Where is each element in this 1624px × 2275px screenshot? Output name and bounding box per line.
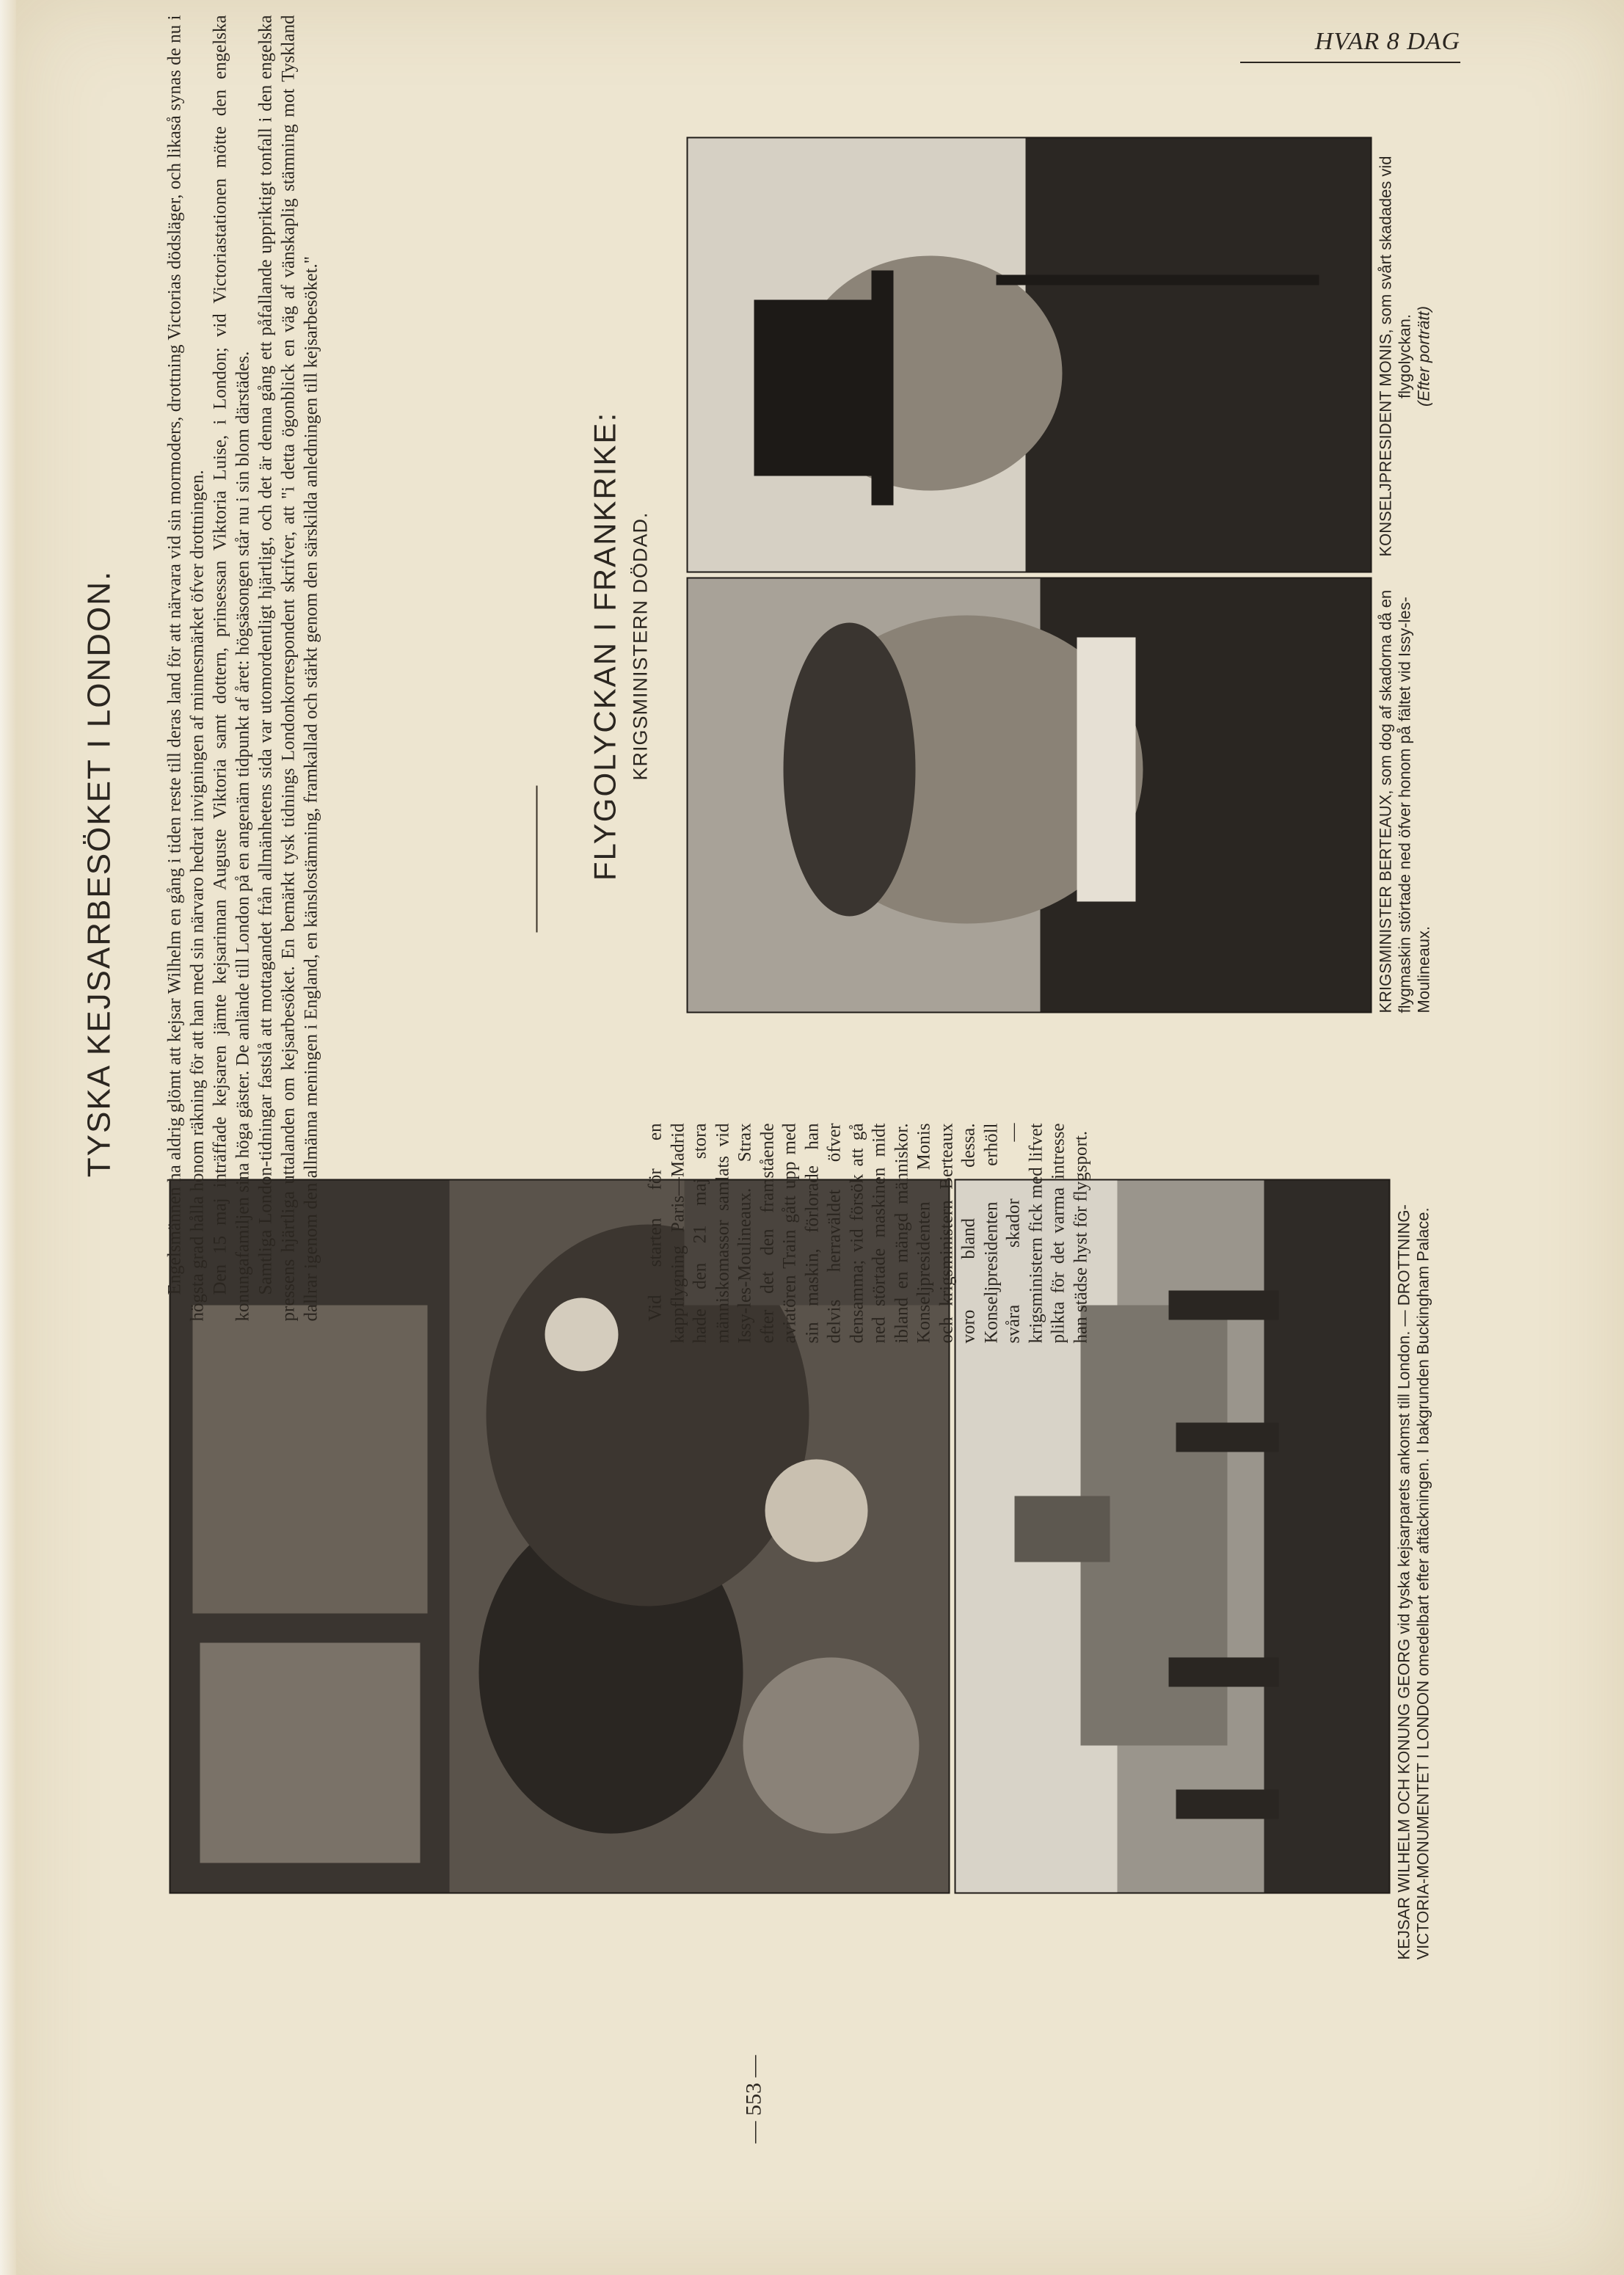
article2-subtitle: KRIGSMINISTERN DÖDAD. [629,511,651,781]
caption-berteaux: KRIGSMINISTER BERTEAUX, som dog af skadorna då en flygmaskin störtade ned öfver honom på fältet vid Issy-les-Moulineaux. [1376,589,1432,1013]
caption-monis-note: (Efter porträtt) [1414,305,1432,407]
article2-body [644,1123,1496,1343]
caption-monis-text: KONSELJPRESIDENT MONIS, som svårt skadades vid flygolyckan. [1376,155,1413,557]
photo-berteaux [686,577,1372,1013]
photo-berteaux-image [688,578,1370,1011]
page-number: — 553 — [741,2055,765,2143]
article1-body [163,15,574,1321]
photo-monis [686,136,1372,572]
photo-monis-image [688,138,1370,571]
page-header: HVAR 8 DAG [1240,28,1460,63]
article2-paragraph: Vid starten för en kappflygning Paris—Madrid hade den 21 maj stora människomassor samlats vid Issy-les-Moulineaux. Strax efter det den framstående aviatören Train gått upp med sin maskin, förlorade han delvis herraväldet öfver densamma; vid försök att gå ned störtade maskinen midt ibland en mängd människor. Konseljpresidenten Monis och krigsministern Berteaux voro bland dessa. Konseljpresidenten erhöll svåra skador — krigsministern fick med lifvet plikta för det varma intresse han städse hyst för flygsport. [645,1123,1090,1343]
article1-title: TYSKA KEJSARBESÖKET I LONDON. [81,569,117,1177]
section-divider [536,785,537,932]
article1-paragraph: Den 15 maj inträffade kejsaren jämte kejsarinnan Auguste Viktoria samt dottern, prinsessan Viktoria Luise, i London; vid Victoriastationen mötte den engelska konungafamiljen sina höga gäster. De anlände till London på en angenäm tidpunkt af året: högsäsongen står nu i sin blom därstädes. [210,15,252,1321]
article1-paragraph: Engelsmännen ha aldrig glömt att kejsar Wilhelm en gång i tiden reste till deras land för att närvara vid sin mormoders, drottning Victorias dödsläger, och likaså synas de nu i högsta grad hålla honom räkning för att han med sin närvaro hedrat invigningen af minnesmärket öfver drottningen. [164,15,207,1321]
article1-paragraph: Samtliga London-tidningar fastslå att mottagandet från allmänhetens sida var utomordentligt hjärtligt, och det är denna gång ett påfallande uppriktigt tonfall i den engelska pressens hjärtliga uttalanden om kejsarbesöket. En bemärkt tysk tidnings Londonkorrespondent skrifver, att "i detta ögonblick en väg af vänskaplig stämning mot Tyskland dallrar igenom den allmänna meningen i England, en känslostämning, framkallad och stärkt genom den särskilda anledningen till kejsarbesöket." [255,15,321,1321]
article2-title: FLYGOLYCKAN I FRANKRIKE: [587,411,622,881]
caption-monis [1376,139,1457,572]
caption-kaiser: KEJSAR WILHELM OCH KONUNG GEORG vid tyska kejsarparets ankomst till London. — DROTTNING-VICTORIA-MONUMENTET I LONDON omedelbart efter aftäckningen. I bakgrunden Buckingham Palace. [1394,1204,1432,1959]
